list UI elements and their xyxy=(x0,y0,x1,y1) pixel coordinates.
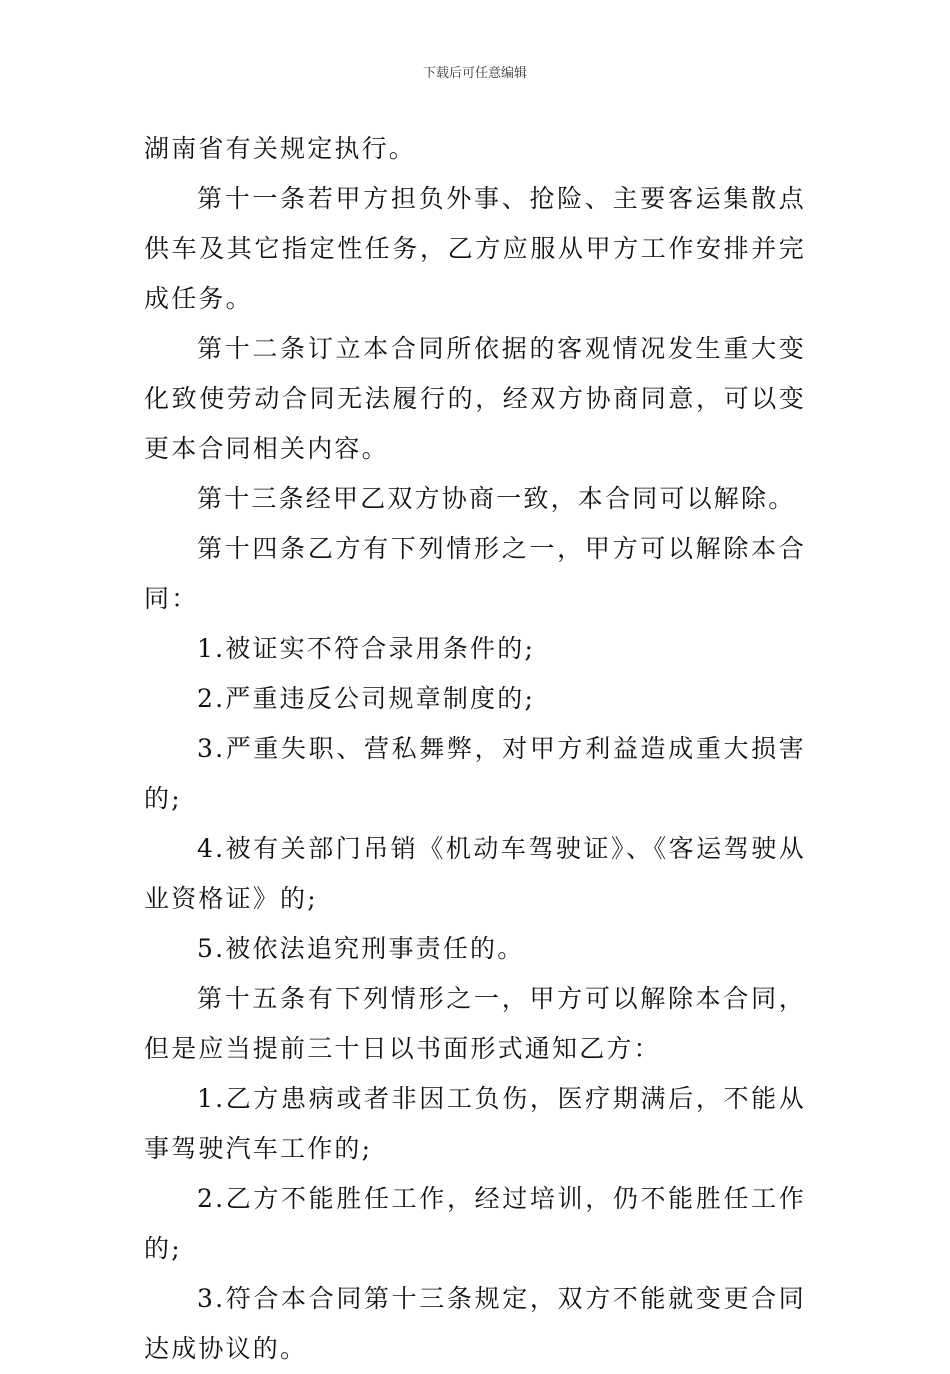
paragraph-continuation: 湖南省有关规定执行。 xyxy=(144,134,417,163)
article-15-item-1: 1.乙方患病或者非因工负伤，医疗期满后，不能从事驾驶汽车工作的; xyxy=(144,1084,806,1163)
article-14: 第十四条乙方有下列情形之一，甲方可以解除本合同： xyxy=(144,534,806,613)
page-header-note: 下载后可任意编辑 xyxy=(422,66,527,81)
article-13: 第十三条经甲乙双方协商一致，本合同可以解除。 xyxy=(197,484,796,513)
article-15-item-2: 2.乙方不能胜任工作，经过培训，仍不能胜任工作的; xyxy=(144,1184,806,1263)
article-11: 第十一条若甲方担负外事、抢险、主要客运集散点供车及其它指定性任务，乙方应服从甲方工作安排并完成任务。 xyxy=(144,184,806,313)
article-15-item-3: 3.符合本合同第十三条规定，双方不能就变更合同达成协议的。 xyxy=(144,1284,806,1363)
article-14-item-5: 5.被依法追究刑事责任的。 xyxy=(197,934,525,963)
article-14-item-1: 1.被证实不符合录用条件的; xyxy=(197,634,536,663)
article-15: 第十五条有下列情形之一，甲方可以解除本合同，但是应当提前三十日以书面形式通知乙方： xyxy=(144,984,806,1063)
article-14-item-4: 4.被有关部门吊销《机动车驾驶证》、《客运驾驶从业资格证》的; xyxy=(144,834,806,913)
article-12: 第十二条订立本合同所依据的客观情况发生重大变化致使劳动合同无法履行的，经双方协商同意，可以变更本合同相关内容。 xyxy=(144,334,806,463)
article-14-item-3: 3.严重失职、营私舞弊，对甲方利益造成重大损害的; xyxy=(144,734,806,813)
article-14-item-2: 2.严重违反公司规章制度的; xyxy=(197,684,536,713)
document-body xyxy=(144,124,806,1374)
